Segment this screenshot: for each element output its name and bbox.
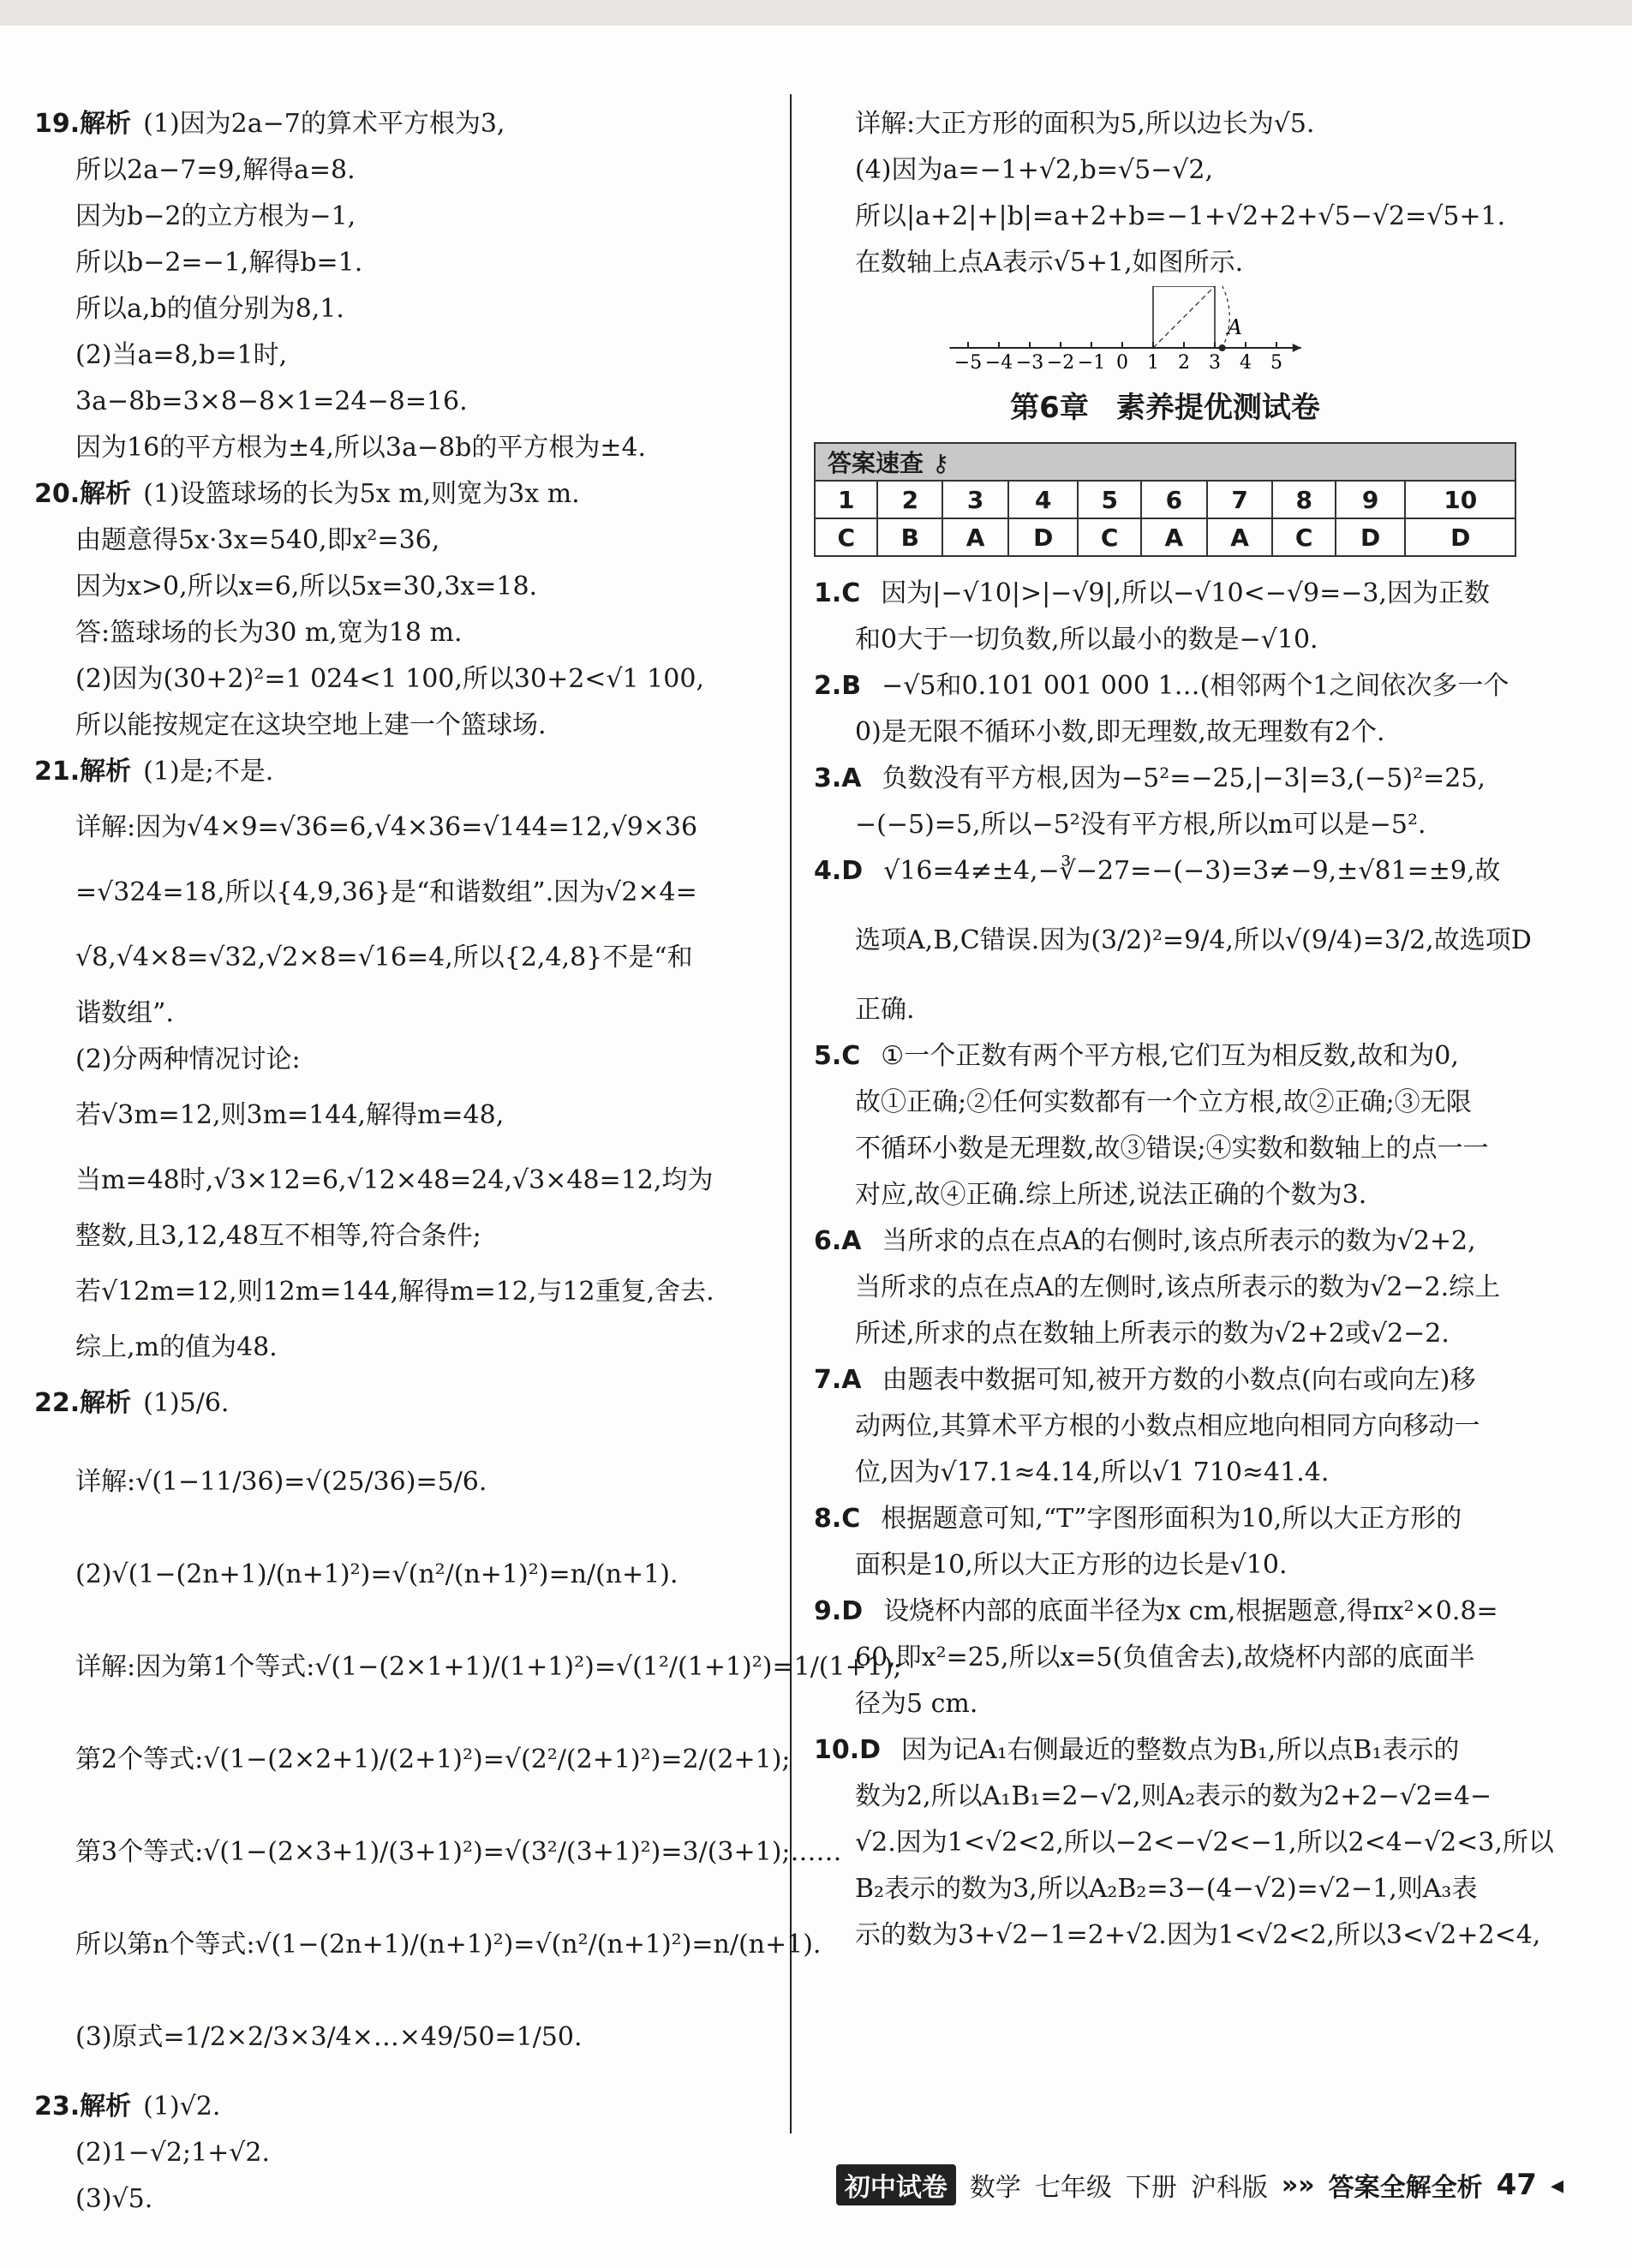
axis-arrow — [1293, 344, 1301, 352]
page-number: 47 — [1496, 2168, 1537, 2202]
brand-label: 初中试卷 — [836, 2164, 956, 2205]
answer-line: 因为记A₁右侧最近的整数点为B₁,所以点B₁表示的 — [901, 1735, 1460, 1765]
volume: 下册 — [1125, 2173, 1177, 2203]
answer-line: 不循环小数是无理数,故③错误;④实数和数轴上的点一一 — [855, 1134, 1489, 1164]
answer-line: 若√12m=12,则12m=144,解得m=12,与12重复,舍去. — [75, 1277, 714, 1307]
triangle-icon: ◂ — [1550, 2169, 1563, 2200]
answer-number: 8.C — [814, 1504, 861, 1534]
chapter-title: 素养提优测试卷 — [1115, 391, 1320, 425]
answer-line: 当所求的点在点A的左侧时,该点所表示的数为√2−2.综上 — [855, 1272, 1501, 1302]
answer-line: 整数,且3,12,48互不相等,符合条件; — [75, 1221, 481, 1251]
answer-item — [814, 1727, 1554, 1959]
answer-line: 若√3m=12,则3m=144,解得m=48, — [75, 1100, 505, 1130]
formula-line: 第2个等式:√(1−(2×2+1)/(2+1)²)=√(2²/(2+1)²)=2/(2+1); — [75, 1744, 791, 1774]
question-20 — [34, 471, 771, 749]
answer-line: 当所求的点在点A的右侧时,该点所表示的数为√2+2, — [882, 1226, 1476, 1256]
answer-first-line — [814, 1496, 1516, 1542]
question-number-row — [815, 481, 1515, 518]
answer-line: 详解:因为√4×9=√36=6,√4×36=√144=12,√9×36 — [75, 812, 698, 842]
answer-line: (3)√5. — [75, 2184, 153, 2214]
answer-line: √8,√4×8=√32,√2×8=√16=4,所以{2,4,8}不是“和 — [75, 943, 693, 972]
answer-line: 所以2a−7=9,解得a=8. — [75, 155, 356, 185]
formula-line: 详解:√(1−11/36)=√(25/36)=5/6. — [75, 1467, 487, 1497]
answer-line: 60,即x²=25,所以x=5(负值舍去),故烧杯内部的底面半 — [855, 1643, 1475, 1673]
question-number: 19.解析 — [34, 109, 132, 139]
answer-line: 面积是10,所以大正方形的边长是√10. — [855, 1550, 1288, 1580]
answer-line: (1)因为2a−7的算术平方根为3, — [143, 109, 505, 139]
grade: 七年级 — [1034, 2173, 1112, 2203]
answer-line: −(−5)=5,所以−5²没有平方根,所以m可以是−5². — [855, 810, 1426, 840]
formula-line: 详解:因为第1个等式:√(1−(2×1+1)/(1+1)²)=√(1²/(1+1)²)=1/(1+1); — [75, 1652, 902, 1682]
answer-line: 所以能按规定在这块空地上建一个篮球场. — [75, 710, 547, 740]
answer-line: (1)设篮球场的长为5x m,则宽为3x m. — [143, 479, 580, 509]
answer-line: 所述,所求的点在数轴上所表示的数为√2+2或√2−2. — [855, 1319, 1450, 1349]
quick-number-cell: 10 — [1405, 481, 1515, 518]
quick-answer-cell: A — [1141, 518, 1207, 556]
answer-line: 位,因为√17.1≈4.14,所以√1 710≈41.4. — [855, 1457, 1330, 1487]
chapter-heading — [814, 384, 1516, 432]
answer-line: √2.因为1<√2<2,所以−2<−√2<−1,所以2<4−√2<3,所以 — [855, 1828, 1554, 1858]
chapter-number: 第6章 — [1010, 391, 1089, 425]
quick-answer-cell: C — [1272, 518, 1335, 556]
answer-line: 因为16的平方根为±4,所以3a−8b的平方根为±4. — [75, 433, 647, 463]
quick-number-cell: 6 — [1141, 481, 1207, 518]
number-line-svg — [814, 286, 1516, 372]
formula-line: 第3个等式:√(1−(2×3+1)/(3+1)²)=√(3²/(3+1)²)=3/(3+1);…… — [75, 1837, 842, 1867]
answer-line: (2)因为(30+2)²=1 024<1 100,所以30+2<√1 100, — [75, 664, 704, 694]
answer-row — [815, 518, 1515, 556]
answer-line: 数为2,所以A₁B₁=2−√2,则A₂表示的数为2+2−√2=4− — [855, 1781, 1492, 1811]
answer-number: 3.A — [814, 763, 862, 793]
answer-line: 3a−8b=3×8−8×1=24−8=16. — [75, 386, 468, 416]
answer-number: 7.A — [814, 1365, 862, 1395]
formula-line: (3)原式=1/2×2/3×3/4×…×49/50=1/50. — [75, 2022, 583, 2052]
answer-line: 由题表中数据可知,被开方数的小数点(向右或向左)移 — [882, 1365, 1476, 1395]
answer-line: 和0大于一切负数,所以最小的数是−√10. — [855, 625, 1318, 655]
formula-line: (2)√(1−(2n+1)/(n+1)²)=√(n²/(n+1)²)=n/(n+1). — [75, 1559, 679, 1589]
tick-label: −5 — [953, 352, 983, 372]
answer-line: 在数轴上点A表示√5+1,如图所示. — [855, 248, 1244, 278]
answer-line: 详解:大正方形的面积为5,所以边长为√5. — [855, 109, 1315, 139]
answer-line: 负数没有平方根,因为−5²=−25,|−3|=3,(−5)²=25, — [882, 763, 1486, 793]
answer-line: (2)分两种情况讨论: — [75, 1044, 301, 1074]
quick-answer-table — [814, 442, 1516, 557]
question-23 — [34, 2084, 771, 2223]
quick-number-cell: 8 — [1272, 481, 1335, 518]
answer-line: (2)当a=8,b=1时, — [75, 340, 288, 370]
question-19 — [34, 101, 771, 471]
answer-line: 所以a,b的值分别为8,1. — [75, 294, 344, 324]
answer-line: 所以b−2=−1,解得b=1. — [75, 248, 363, 278]
tick-label: −1 — [1077, 352, 1106, 372]
answer-line: 因为x>0,所以x=6,所以5x=30,3x=18. — [75, 571, 538, 601]
answer-item — [814, 1033, 1516, 1218]
quick-answer-cell: C — [815, 518, 877, 556]
answer-line: 对应,故④正确.综上所述,说法正确的个数为3. — [855, 1180, 1367, 1210]
key-icon: ⚷ — [931, 449, 950, 477]
subject: 数学 — [969, 2173, 1021, 2203]
answer-line: 根据题意可知,“T”字图形面积为10,所以大正方形的 — [881, 1504, 1462, 1534]
quick-answer-cell: D — [1008, 518, 1078, 556]
answer-line: 正确. — [855, 995, 915, 1025]
answer-number: 10.D — [814, 1735, 882, 1765]
answer-line: =√324=18,所以{4,9,36}是“和谐数组”.因为√2×4= — [75, 877, 697, 907]
quick-number-cell: 9 — [1336, 481, 1405, 518]
answer-line: 径为5 cm. — [855, 1689, 978, 1719]
diagonal-line — [1153, 286, 1215, 348]
quick-answer-cell: D — [1405, 518, 1515, 556]
answer-first-line — [814, 1218, 1516, 1265]
answer-first-line — [814, 1357, 1516, 1403]
answer-number: 9.D — [814, 1596, 864, 1626]
answer-number: 6.A — [814, 1226, 862, 1256]
top-scan-border — [0, 0, 1632, 26]
answer-line: 设烧杯内部的底面半径为x cm,根据题意,得πx²×0.8= — [883, 1596, 1498, 1626]
answer-item — [814, 571, 1516, 663]
answer-line: 选项A,B,C错误.因为(3/2)²=9/4,所以√(9/4)=3/2,故选项D — [855, 925, 1532, 955]
quick-answer-heading: 答案速查 ⚷ — [815, 443, 1515, 481]
answer-item — [814, 1589, 1516, 1727]
answer-first-line — [814, 848, 1516, 895]
answer-number: 1.C — [814, 578, 861, 608]
arrows-icon: »» — [1281, 2169, 1315, 2200]
formula-line: 所以第n个等式:√(1−(2n+1)/(n+1)²)=√(n²/(n+1)²)=n/(n+1). — [75, 1930, 822, 1960]
answer-first-line — [814, 571, 1516, 617]
answer-line: 因为|−√10|>|−√9|,所以−√10<−√9=−3,因为正数 — [881, 578, 1490, 608]
answer-item — [814, 756, 1516, 848]
tick-label: 0 — [1116, 352, 1128, 372]
answer-first-line — [814, 663, 1516, 709]
answer-line: 由题意得5x·3x=540,即x²=36, — [75, 525, 440, 555]
tick-label: −4 — [984, 352, 1013, 372]
quick-answer-cell: A — [942, 518, 1008, 556]
answer-line: (4)因为a=−1+√2,b=√5−√2, — [855, 155, 1214, 185]
answer-line: (1)5/6. — [143, 1388, 230, 1418]
answer-line: 示的数为3+√2−1=2+√2.因为1<√2<2,所以3<√2+2<4, — [855, 1920, 1541, 1950]
quick-number-cell: 7 — [1207, 481, 1273, 518]
answer-line: 答:篮球场的长为30 m,宽为18 m. — [75, 618, 463, 648]
answer-line: B₂表示的数为3,所以A₂B₂=3−(4−√2)=√2−1,则A₃表 — [855, 1874, 1478, 1904]
answer-line: 当m=48时,√3×12=6,√12×48=24,√3×48=12,均为 — [75, 1165, 714, 1195]
series-title: 答案全解全析 — [1328, 2173, 1483, 2203]
answer-item — [814, 848, 1532, 1033]
quick-number-cell: 1 — [815, 481, 877, 518]
answer-first-line — [814, 1589, 1516, 1635]
page-footer — [836, 2168, 1563, 2202]
number-line-figure — [814, 286, 1516, 372]
point-a-label: A — [1227, 315, 1242, 339]
tick-label: 1 — [1147, 352, 1159, 372]
answer-line: 综上,m的值为48. — [75, 1332, 278, 1362]
answer-first-line — [814, 1727, 1516, 1774]
answer-line: 动两位,其算术平方根的小数点相应地向相同方向移动一 — [855, 1411, 1480, 1441]
quick-answer-cell: A — [1207, 518, 1273, 556]
answer-line: −√5和0.101 001 000 1…(相邻两个1之间依次多一个 — [882, 671, 1509, 701]
answer-item — [814, 1218, 1516, 1357]
answer-line: 因为b−2的立方根为−1, — [75, 201, 356, 231]
answer-line: 故①正确;②任何实数都有一个立方根,故②正确;③无限 — [855, 1087, 1472, 1117]
question-number: 21.解析 — [34, 757, 132, 787]
tick-label: −3 — [1015, 352, 1044, 372]
answer-item — [814, 663, 1516, 756]
answer-line: ①一个正数有两个平方根,它们互为相反数,故和为0, — [881, 1041, 1459, 1071]
quick-number-cell: 3 — [942, 481, 1008, 518]
question-21 — [34, 749, 771, 1371]
answer-number: 5.C — [814, 1041, 861, 1071]
question-number: 22.解析 — [34, 1388, 132, 1418]
tick-label: 2 — [1178, 352, 1190, 372]
answer-line: 所以|a+2|+|b|=a+2+b=−1+√2+2+√5−√2=√5+1. — [855, 201, 1506, 231]
answer-number: 4.D — [814, 856, 864, 886]
right-column — [814, 101, 1554, 1959]
answer-line: (1)√2. — [143, 2091, 221, 2121]
quick-number-cell: 4 — [1008, 481, 1078, 518]
tick-label: −2 — [1046, 352, 1075, 372]
answer-item — [814, 1357, 1516, 1496]
answer-line: (2)1−√2;1+√2. — [75, 2138, 270, 2168]
answer-line: (1)是;不是. — [143, 757, 274, 787]
quick-answer-cell: D — [1336, 518, 1405, 556]
answer-line: √16=4≠±4,−∛−27=−(−3)=3≠−9,±√81=±9,故 — [883, 856, 1501, 886]
answer-line: 谐数组”. — [75, 998, 174, 1028]
question-number: 23.解析 — [34, 2091, 132, 2121]
quick-number-cell: 5 — [1078, 481, 1140, 518]
tick-label: 3 — [1209, 352, 1221, 372]
quick-answer-cell: B — [877, 518, 942, 556]
answer-first-line — [814, 756, 1516, 802]
tick-label: 5 — [1270, 352, 1282, 372]
answer-number: 2.B — [814, 671, 862, 701]
tick-label: 4 — [1240, 352, 1252, 372]
answer-first-line — [814, 1033, 1516, 1080]
quick-number-cell: 2 — [877, 481, 942, 518]
point-a-marker — [1219, 344, 1226, 351]
question-number: 20.解析 — [34, 479, 132, 509]
answer-items — [814, 571, 1554, 1959]
edition: 沪科版 — [1190, 2173, 1268, 2203]
quick-answer-cell: C — [1078, 518, 1140, 556]
answer-line: 0)是无限不循环小数,即无理数,故无理数有2个. — [855, 717, 1385, 747]
answer-item — [814, 1496, 1516, 1589]
